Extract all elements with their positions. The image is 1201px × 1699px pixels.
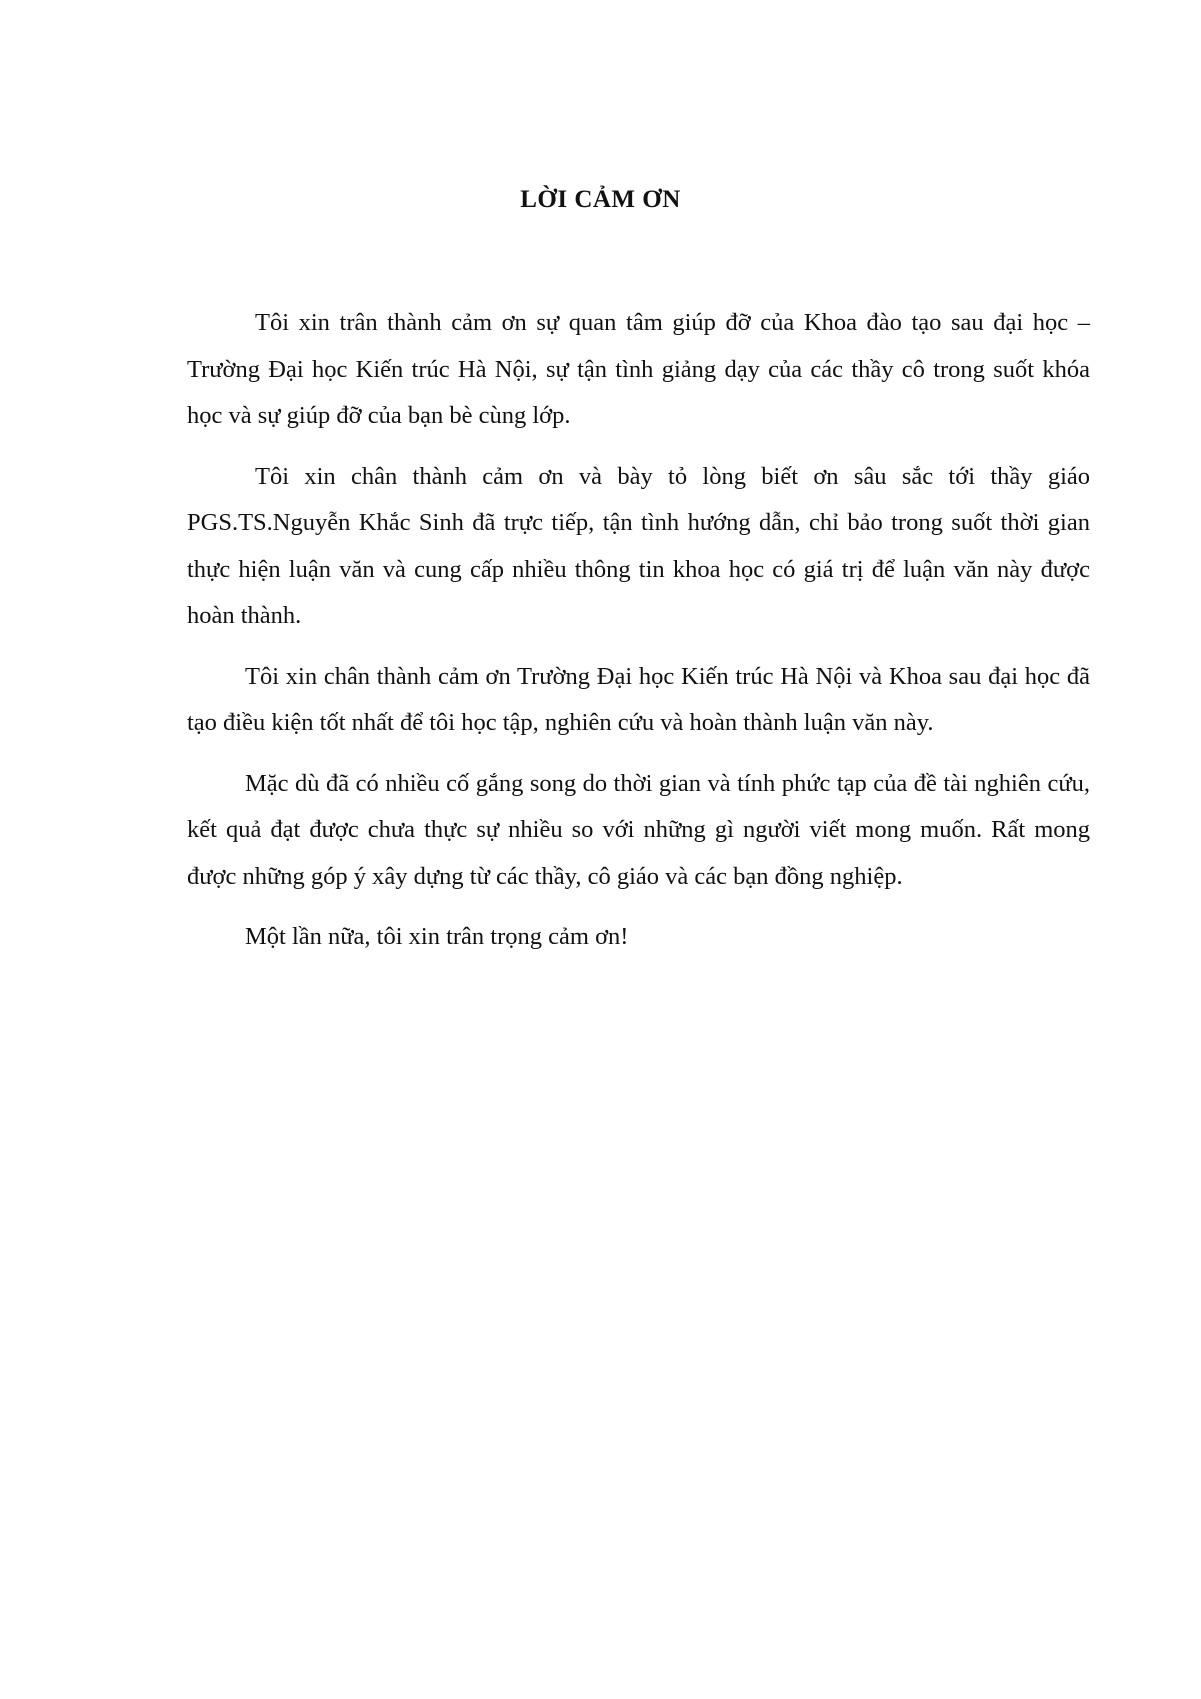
paragraph-1: Tôi xin trân thành cảm ơn sự quan tâm giúp đỡ của Khoa đào tạo sau đại học – Trường Đại học Kiến trúc Hà Nội, sự tận tình giảng dạy của các thầy cô trong suốt khóa học và sự giúp đỡ của bạn bè cùng lớp.: [187, 309, 1090, 429]
paragraph-2: Tôi xin chân thành cảm ơn và bày tỏ lòng biết ơn sâu sắc tới thầy giáo PGS.TS.Nguyễn Khắc Sinh đã trực tiếp, tận tình hướng dẫn, chỉ bảo trong suốt thời gian thực hiện luận văn và cung cấp nhiều thông tin khoa học có giá trị để luận văn này được hoàn thành.: [187, 462, 1090, 629]
document-body: [187, 300, 1090, 975]
paragraph-4: Mặc dù đã có nhiều cố gắng song do thời gian và tính phức tạp của đề tài nghiên cứu, kết quả đạt được chưa thực sự nhiều so với những gì người viết mong muốn. Rất mong được những góp ý xây dựng từ các thầy, cô giáo và các bạn đồng nghiệp.: [187, 769, 1090, 890]
page-title: LỜI CẢM ƠN: [520, 186, 681, 213]
paragraph-5: Một lần nữa, tôi xin trân trọng cảm ơn!: [245, 923, 629, 950]
paragraph-3: Tôi xin chân thành cảm ơn Trường Đại học Kiến trúc Hà Nội và Khoa sau đại học đã tạo điều kiện tốt nhất để tôi học tập, nghiên cứu và hoàn thành luận văn này.: [187, 662, 1090, 736]
